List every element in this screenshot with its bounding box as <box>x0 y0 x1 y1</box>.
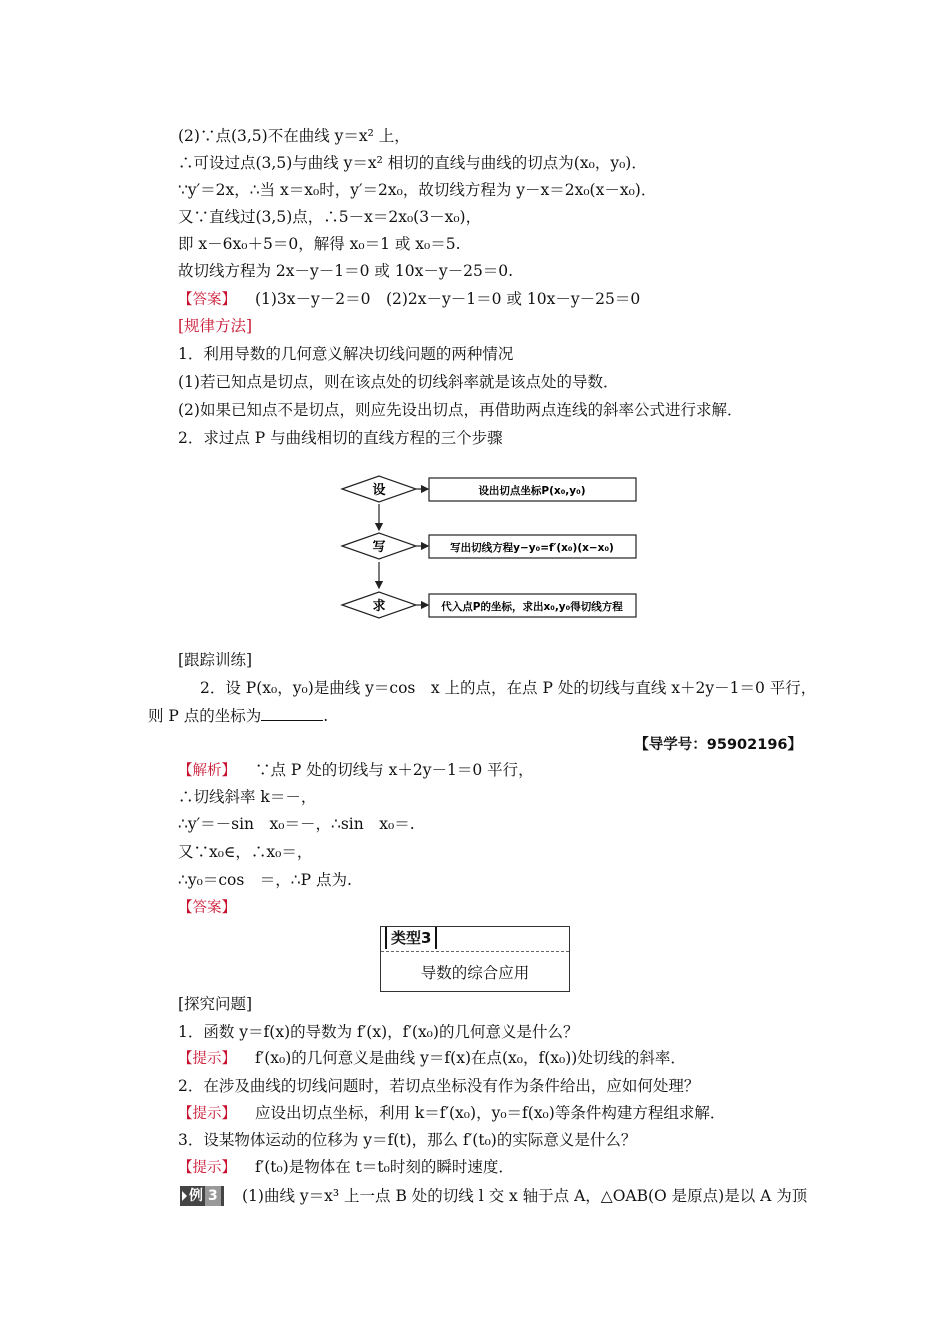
type-3-header <box>381 927 569 952</box>
answer-line <box>178 289 640 310</box>
answer-tag: 【答案】 <box>178 292 236 308</box>
type-3-title: 导数的综合应用 <box>420 964 530 982</box>
analysis-line-2: ∴切线斜率 k＝－， <box>178 788 317 806</box>
flow-step-1-text: 设出切点坐标P(x₀,y₀) <box>478 485 586 497</box>
explore-hint-3 <box>178 1157 514 1178</box>
flow-step-2-text: 写出切线方程y−y₀=f′(x₀)(x−x₀) <box>450 542 614 554</box>
example-badge <box>180 1186 224 1206</box>
example-arrow-icon <box>182 1191 187 1201</box>
hint-tag-1: 【提示】 <box>178 1051 236 1067</box>
explore-heading: [探究问题] <box>178 995 253 1013</box>
analysis-tag: 【解析】 <box>178 763 236 779</box>
example-label: 例 <box>189 1188 203 1204</box>
analysis-line-5: ∴y₀＝cos ＝，∴P 点为. <box>178 871 352 889</box>
practice-question-line-1: 2．设 P(x₀，y₀)是曲线 y＝cos x 上的点，在点 P 处的切线与直线 x＋2y－1＝0 平行， <box>200 679 817 697</box>
hint-tag-3: 【提示】 <box>178 1160 236 1176</box>
practice-question-prefix: 则 P 点的坐标为 <box>148 707 262 725</box>
solution-line-4: 又∵直线过(3,5)点，∴5－x＝2x₀(3－x₀)， <box>178 208 482 226</box>
answer-blank <box>261 706 323 721</box>
hint-text-2: 应设出切点坐标，利用 k＝f′(x₀)，y₀＝f(x₀)等条件构建方程组求解． <box>254 1104 726 1122</box>
method-line-3: (2)如果已知点不是切点，则应先设出切点，再借助两点连线的斜率公式进行求解． <box>178 401 743 419</box>
explore-question-3: 3．设某物体运动的位移为 y＝f(t)，那么 f′(t₀)的实际意义是什么？ <box>178 1131 637 1149</box>
flow-step-3-text: 代入点P的坐标，求出x₀,y₀得切线方程 <box>441 601 623 613</box>
guide-number: 【导学号：95902196】 <box>634 737 802 753</box>
practice-question-line-2 <box>148 706 328 726</box>
practice-question-suffix: . <box>323 707 329 725</box>
explore-question-2: 2．在涉及曲线的切线问题时，若切点坐标没有作为条件给出，应如何处理？ <box>178 1077 700 1095</box>
answer-text: (1)3x－y－2＝0 (2)2x－y－1＝0 或 10x－y－25＝0 <box>254 290 641 308</box>
analysis-line-3: ∴y′＝－sin x₀＝－，∴sin x₀＝. <box>178 815 415 833</box>
solution-line-6: 故切线方程为 2x－y－1＝0 或 10x－y－25＝0. <box>178 262 514 280</box>
flow-step-1-key: 设 <box>372 483 386 498</box>
practice-answer-tag: 【答案】 <box>178 900 236 916</box>
solution-line-2: ∴可设过点(3,5)与曲线 y＝x² 相切的直线与曲线的切点为(x₀，y₀)． <box>178 154 647 172</box>
hint-text-3: f′(t₀)是物体在 t＝t₀时刻的瞬时速度． <box>254 1158 514 1176</box>
analysis-line-1 <box>178 760 534 781</box>
type-3-label: 类型3 <box>385 927 437 949</box>
solution-line-1: (2)∵点(3,5)不在曲线 y＝x² 上， <box>178 127 410 145</box>
example-number: 3 <box>205 1186 221 1206</box>
explore-hint-2 <box>178 1103 725 1124</box>
solution-line-5: 即 x－6x₀＋5＝0，解得 x₀＝1 或 x₀＝5. <box>178 235 461 253</box>
analysis-text-1: ∵点 P 处的切线与 x＋2y－1＝0 平行， <box>254 761 534 779</box>
method-line-1: 1．利用导数的几何意义解决切线问题的两种情况 <box>178 345 514 363</box>
example-text: (1)曲线 y＝x³ 上一点 B 处的切线 l 交 x 轴于点 A，△OAB(O 是原点)是以 A 为顶 <box>242 1187 808 1205</box>
method-line-2: (1)若已知点是切点，则在该点处的切线斜率就是该点处的导数． <box>178 373 619 391</box>
practice-heading: [跟踪训练] <box>178 651 253 669</box>
flow-step-2-key: 写 <box>372 540 386 555</box>
tangent-steps-flowchart <box>340 474 640 624</box>
analysis-line-4: 又∵x₀∈，∴x₀＝， <box>178 843 313 861</box>
solution-line-3: ∵y′＝2x，∴当 x＝x₀时，y′＝2x₀，故切线方程为 y－x＝2x₀(x－x₀)． <box>178 181 657 199</box>
method-line-4: 2．求过点 P 与曲线相切的直线方程的三个步骤 <box>178 429 503 447</box>
flow-step-3-key: 求 <box>372 599 386 614</box>
hint-text-1: f′(x₀)的几何意义是曲线 y＝f(x)在点(x₀，f(x₀))处切线的斜率． <box>254 1049 686 1067</box>
explore-question-1: 1．函数 y＝f(x)的导数为 f′(x)，f′(x₀)的几何意义是什么？ <box>178 1023 579 1041</box>
hint-tag-2: 【提示】 <box>178 1106 236 1122</box>
type-3-box <box>380 926 570 992</box>
explore-hint-1 <box>178 1048 686 1069</box>
method-heading: [规律方法] <box>178 317 253 335</box>
